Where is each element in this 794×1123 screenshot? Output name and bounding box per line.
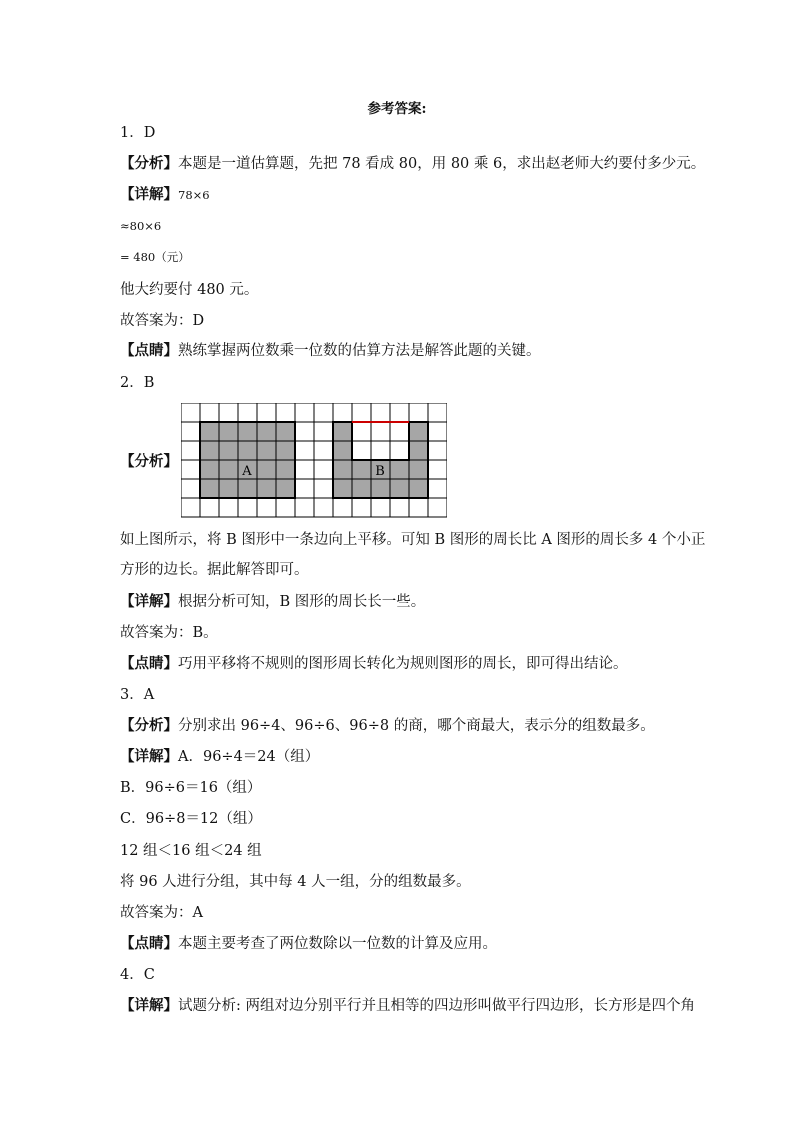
q2-answer: 2．B bbox=[120, 375, 155, 391]
q4-detail-text: 试题分析: 两组对边分别平行并且相等的四边形叫做平行四边形，长方形是四个角 bbox=[178, 998, 695, 1014]
q1-answer: 1．D bbox=[120, 125, 156, 141]
analysis-tag: 【分析】 bbox=[120, 155, 178, 172]
q2-detail bbox=[120, 592, 425, 612]
q2-tip-text: 巧用平移将不规则的图形周长转化为规则图形的周长，即可得出结论。 bbox=[178, 656, 628, 672]
q1-analysis-text: 本题是一道估算题，先把 78 看成 80，用 80 乘 6，求出赵老师大约要付多少元。 bbox=[178, 156, 706, 172]
shape-a-label: A bbox=[242, 464, 252, 479]
q1-detail bbox=[120, 185, 210, 205]
tip-tag: 【点睛】 bbox=[120, 655, 178, 672]
q3-answer: 3．A bbox=[120, 687, 155, 703]
q1-tip-text: 熟练掌握两位数乘一位数的估算方法是解答此题的关键。 bbox=[178, 343, 541, 359]
tip-tag: 【点睛】 bbox=[120, 342, 178, 359]
q2-detail-text: 根据分析可知，B 图形的周长长一些。 bbox=[178, 594, 426, 610]
q1-analysis bbox=[120, 154, 705, 174]
q3-compare: 12 组＜16 组＜24 组 bbox=[120, 843, 262, 859]
q1-detail-text: 78×6 bbox=[178, 188, 210, 202]
q2-analysis-line1: 如上图所示，将 B 图形中一条边向上平移。可知 B 图形的周长比 A 图形的周长多 4 个小正 bbox=[120, 532, 706, 548]
q2-analysis-line2: 方形的边长。据此解答即可。 bbox=[120, 562, 309, 578]
q2-grid-figure bbox=[181, 403, 447, 518]
q3-tip bbox=[120, 934, 497, 954]
q4-answer: 4．C bbox=[120, 967, 155, 983]
q3-step-c: C．96÷8＝12（组） bbox=[120, 811, 262, 827]
detail-tag: 【详解】 bbox=[120, 593, 178, 610]
page-title: 参考答案: bbox=[367, 101, 427, 117]
detail-tag: 【详解】 bbox=[120, 997, 178, 1014]
q1-final: 故答案为：D bbox=[120, 313, 205, 329]
q3-tip-text: 本题主要考查了两位数除以一位数的计算及应用。 bbox=[178, 936, 497, 952]
q3-detail bbox=[120, 747, 319, 767]
q1-conclusion: 他大约要付 480 元。 bbox=[120, 282, 259, 298]
detail-tag: 【详解】 bbox=[120, 748, 178, 765]
q3-conclusion: 将 96 人进行分组，其中每 4 人一组，分的组数最多。 bbox=[120, 874, 471, 890]
q4-detail bbox=[120, 996, 695, 1016]
q1-tip bbox=[120, 341, 541, 361]
q3-step-b: B．96÷6＝16（组） bbox=[120, 780, 262, 796]
shape-b-label: B bbox=[375, 464, 385, 479]
tip-tag: 【点睛】 bbox=[120, 935, 178, 952]
q3-final: 故答案为：A bbox=[120, 905, 203, 921]
q3-analysis-text: 分别求出 96÷4、96÷6、96÷8 的商，哪个商最大，表示分的组数最多。 bbox=[178, 718, 655, 734]
q3-analysis bbox=[120, 716, 655, 736]
q3-detail-text: A．96÷4＝24（组） bbox=[178, 749, 320, 765]
analysis-tag: 【分析】 bbox=[120, 717, 178, 734]
detail-tag: 【详解】 bbox=[120, 186, 178, 203]
q2-figure-label: 【分析】 bbox=[120, 453, 178, 470]
q2-final: 故答案为：B。 bbox=[120, 625, 218, 641]
q1-step1: ≈80×6 bbox=[120, 219, 162, 233]
q2-tip bbox=[120, 654, 628, 674]
q1-step2: = 480（元） bbox=[120, 250, 190, 264]
